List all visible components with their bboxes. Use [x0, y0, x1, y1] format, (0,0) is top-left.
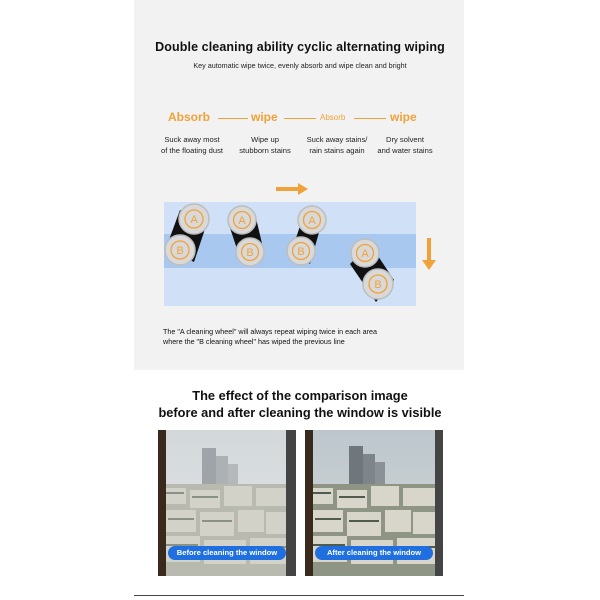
step-absorb-1: Absorb: [168, 110, 210, 124]
svg-text:A: A: [190, 214, 198, 226]
wiping-diagram: [164, 178, 434, 308]
step-desc-3: Suck away stains/ rain stains again: [306, 135, 368, 155]
bottom-divider: [134, 595, 464, 596]
svg-text:A: A: [238, 215, 246, 227]
svg-text:B: B: [246, 247, 254, 259]
svg-text:B: B: [374, 279, 382, 291]
before-label-badge: Before cleaning the window: [168, 546, 286, 560]
step-connector: [218, 118, 248, 119]
before-photo: [158, 430, 296, 576]
step-desc-1: Suck away most of the floating dust: [160, 135, 224, 155]
step-desc-2: Wipe up stubborn stains: [239, 135, 291, 155]
step-absorb-2: Absorb: [320, 113, 346, 122]
step-desc-4: Dry solvent and water stains: [377, 135, 433, 155]
section1-title: Double cleaning ability cyclic alternating wiping: [155, 40, 445, 54]
after-label-badge: After cleaning the window: [315, 546, 433, 560]
step-connector: [354, 118, 386, 119]
svg-text:B: B: [176, 245, 184, 257]
step-connector: [284, 118, 316, 119]
svg-text:A: A: [308, 215, 316, 227]
step-wipe-2: wipe: [390, 110, 417, 124]
diagram-caption: The "A cleaning wheel" will always repeat wiping twice in each area where the "B cleaning wheel" has wiped the previous line: [163, 327, 378, 346]
section1-subtitle: Key automatic wipe twice, evenly absorb and wipe clean and bright: [193, 61, 407, 70]
after-photo: [305, 430, 443, 576]
svg-text:B: B: [297, 246, 305, 258]
svg-text:A: A: [361, 248, 369, 260]
step-wipe-1: wipe: [251, 110, 278, 124]
comparison-heading: The effect of the comparison image before and after cleaning the window is visible: [158, 388, 442, 420]
